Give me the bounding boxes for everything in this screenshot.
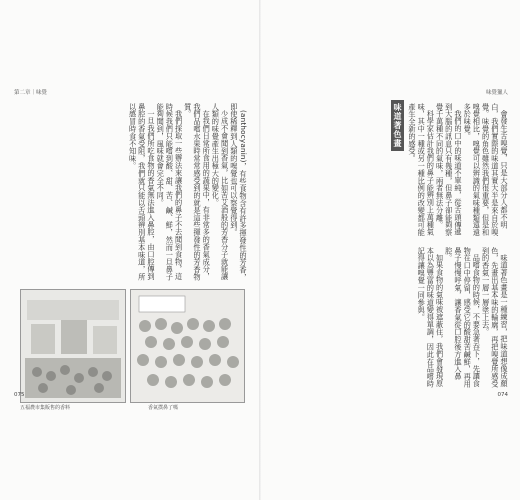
- market-photo: [20, 289, 126, 403]
- paragraph: 科學家估計我們的鼻子能辨別上萬種氣味，其中一種或另一種比例的改變都可能產生全新的感受。: [407, 103, 436, 237]
- market-photo-caption: 五福農市集販售的香料: [20, 405, 71, 411]
- paragraph: 一旦我們所吃食物的香氣無法進入鼻腔，由口腔傳到鼻腔的香氣受阻，我們就只能以舌頭辨別基本味道，所以感冒時食不知味。: [128, 103, 156, 281]
- fruit-photo-caption: 香氣撲鼻了嗎: [148, 405, 179, 411]
- left-page: [0, 0, 259, 500]
- right-page-body-lower: [273, 247, 509, 393]
- section-heading: 味道著色畫: [391, 100, 404, 151]
- left-page-body: [28, 103, 248, 283]
- paragraph: 味道著色畫是一種練習，把味道想像成顏色，先畫出基本味的輪廓，再把嗅覺所感受到的香氣一層一層塗上去。: [481, 247, 509, 388]
- paragraph: 品嚐食物的時候，不要急著吞下，先讓食物在口中停留，感受它的酸甜苦鹹鮮，再用鼻子慢慢呼氣，讓香氣從口腔後方進入鼻腔。: [444, 247, 482, 388]
- paragraph: 在我們日常所食用的蔬果中，有非常多的香氣成分，我們品嚐水果時常常感受到的就是這些揮發性的芳香物質。: [183, 103, 212, 281]
- running-head-right: 味覺獵人: [485, 90, 508, 96]
- page-number-right: 074: [497, 392, 508, 398]
- right-page: [261, 0, 520, 500]
- paragraph: 會發生舌嗅覺，只是大部分人都不明白，我們實際的味道其實大半是來自於嗅覺。味覺的角色雖然我們很重要，但是和嗅覺相比，嗅覺可以辨識的氣味種類遠遠多於味覺。: [463, 103, 509, 237]
- paragraph: 我們的口中的味道不單純，從舌頭傳遞到大腦的訊息只有幾種，但鼻子卻能夠察覺千萬種不同的氣味，兩者無法分離。: [435, 103, 463, 237]
- running-head-left: 第二章｜味覺: [14, 90, 48, 96]
- paragraph: 少成不會聞到香氣，比如苦艾酒般的芳香分子就能讓人類的味覺產生出極大的變化。: [211, 103, 230, 281]
- paragraph: (anthocyanin)，有些食物含有許多揮發性的芳香，即使稀釋到人類的嗅覺也可以察覺得到。: [229, 103, 248, 282]
- page-number-left: 075: [14, 392, 25, 398]
- paragraph: 如果食物的氣味被遮蔽住，我們會發現原本以為豐富的味道變得單調，因此在品嚐時記得讓嗅覺一同參與。: [417, 247, 445, 388]
- paragraph: 我們採取一些辦法來讓我們的鼻子不去聞到食物，這時候我們只能嚐到酸、甜、苦、鹹、鮮，然而一旦鼻子能夠聞到，風味就會完全不同。: [156, 103, 184, 281]
- fruit-photo: [130, 289, 245, 403]
